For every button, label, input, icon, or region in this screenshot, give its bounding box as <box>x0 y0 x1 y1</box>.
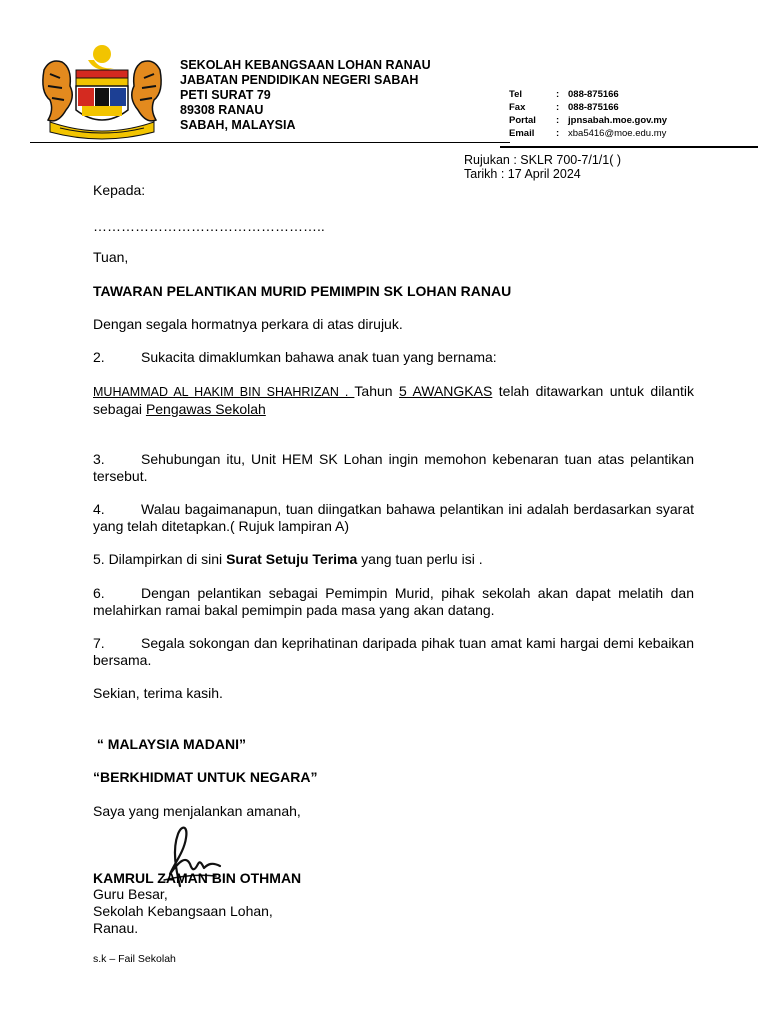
paragraph-number: 3. <box>93 451 105 467</box>
paragraph-number: 6. <box>93 585 105 601</box>
opening-line: Dengan segala hormatnya perkara di atas dirujuk. <box>93 316 403 332</box>
amanah-line: Saya yang menjalankan amanah, <box>93 803 301 819</box>
contact-value: jpnsabah.moe.gov.my <box>568 115 668 126</box>
contact-label: Fax <box>509 102 526 113</box>
letter-date: Tarikh : 17 April 2024 <box>464 167 581 181</box>
contact-row-fax <box>509 101 667 114</box>
motto-berkhidmat: “BERKHIDMAT UNTUK NEGARA” <box>93 769 318 785</box>
paragraph-2 <box>93 349 694 366</box>
contact-value: 088-875166 <box>568 89 619 100</box>
paragraph-number: 4. <box>93 501 105 517</box>
paragraph-3 <box>93 451 694 485</box>
contact-separator: : <box>556 128 560 139</box>
letter-subject: TAWARAN PELANTIKAN MURID PEMIMPIN SK LOHAN RANAU <box>93 283 512 299</box>
paragraph-4 <box>93 501 694 535</box>
right-tiger <box>132 61 161 121</box>
offer-text: telah ditawarkan untuk dilantik sebagai <box>93 383 694 417</box>
paragraph-text: Walau bagaimanapun, tuan diingatkan bahawa pelantikan ini adalah berdasarkan syarat yang telah ditetapkan.( Rujuk lampiran A) <box>93 501 694 534</box>
motto-malaysia-madani: “ MALAYSIA MADANI” <box>93 736 246 752</box>
department-name: JABATAN PENDIDIKAN NEGERI SABAH <box>180 73 419 87</box>
reference-block <box>464 153 621 181</box>
crest-ribbon <box>50 122 154 139</box>
paragraph-5 <box>93 551 694 568</box>
school-name: SEKOLAH KEBANGSAAN LOHAN RANAU <box>180 58 431 72</box>
school-address-block <box>180 58 431 133</box>
paragraph-text: yang tuan perlu isi . <box>357 551 483 567</box>
contact-row-portal <box>509 114 667 127</box>
contact-separator: : <box>556 89 560 100</box>
crest-star <box>93 45 111 63</box>
signatory-school: Sekolah Kebangsaan Lohan, <box>93 903 273 919</box>
salutation: Tuan, <box>93 249 129 265</box>
paragraph-number: 7. <box>93 635 105 651</box>
contact-row-email <box>509 127 667 140</box>
contact-value: 088-875166 <box>568 102 619 113</box>
paragraph-7 <box>93 635 694 669</box>
signatory-name: KAMRUL ZAMAN BIN OTHMAN <box>93 870 302 886</box>
letterhead-divider-thick <box>500 146 758 148</box>
contact-label: Portal <box>509 115 536 126</box>
paragraph-text: Sehubungan itu, Unit HEM SK Lohan ingin memohon kebenaran tuan atas pelantikan tersebut. <box>93 451 694 484</box>
paragraph-text: 5. Dilampirkan di sini <box>93 551 227 567</box>
contact-label: Tel <box>509 89 523 100</box>
address-line: 89308 RANAU <box>180 103 264 117</box>
attachment-name: Surat Setuju Terima <box>226 551 358 567</box>
student-class: 5 AWANGKAS <box>399 383 493 399</box>
recipient-placeholder: ………………………………………….. <box>93 218 325 234</box>
signatory-title: Guru Besar, <box>93 886 168 902</box>
recipient-label: Kepada: <box>93 182 146 198</box>
paragraph-text: Dengan pelantikan sebagai Pemimpin Murid, pihak sekolah akan dapat melatih dan melahirkan ramai bakal pemimpin pada masa yang akan datang. <box>93 585 694 618</box>
carbon-copy-note: s.k – Fail Sekolah <box>93 953 176 965</box>
contact-block <box>509 88 667 140</box>
left-tiger <box>43 61 72 121</box>
paragraph-number: 2. <box>93 349 105 365</box>
address-line: SABAH, MALAYSIA <box>180 118 296 132</box>
contact-row-tel <box>509 88 667 101</box>
signatory-place: Ranau. <box>93 920 139 936</box>
letterhead-divider <box>30 142 510 143</box>
student-name: MUHAMMAD AL HAKIM BIN SHAHRIZAN . <box>93 385 355 399</box>
appointed-position: Pengawas Sekolah <box>145 401 266 417</box>
paragraph-6 <box>93 585 694 619</box>
contact-value: xba5416@moe.edu.my <box>568 128 667 139</box>
contact-separator: : <box>556 115 560 126</box>
address-line: PETI SURAT 79 <box>180 88 271 102</box>
paragraph-text: Sukacita dimaklumkan bahawa anak tuan yang bernama: <box>141 349 497 365</box>
student-offer-paragraph <box>93 383 694 418</box>
reference-number: Rujukan : SKLR 700-7/1/1( ) <box>464 153 622 167</box>
contact-label: Email <box>509 128 535 139</box>
tahun-text: Tahun <box>354 383 399 399</box>
closing-line: Sekian, terima kasih. <box>93 685 223 701</box>
paragraph-text: Segala sokongan dan keprihatinan daripada pihak tuan amat kami hargai demi kebaikan bersama. <box>93 635 694 668</box>
coat-of-arms-logo <box>36 40 168 144</box>
contact-separator: : <box>556 102 560 113</box>
